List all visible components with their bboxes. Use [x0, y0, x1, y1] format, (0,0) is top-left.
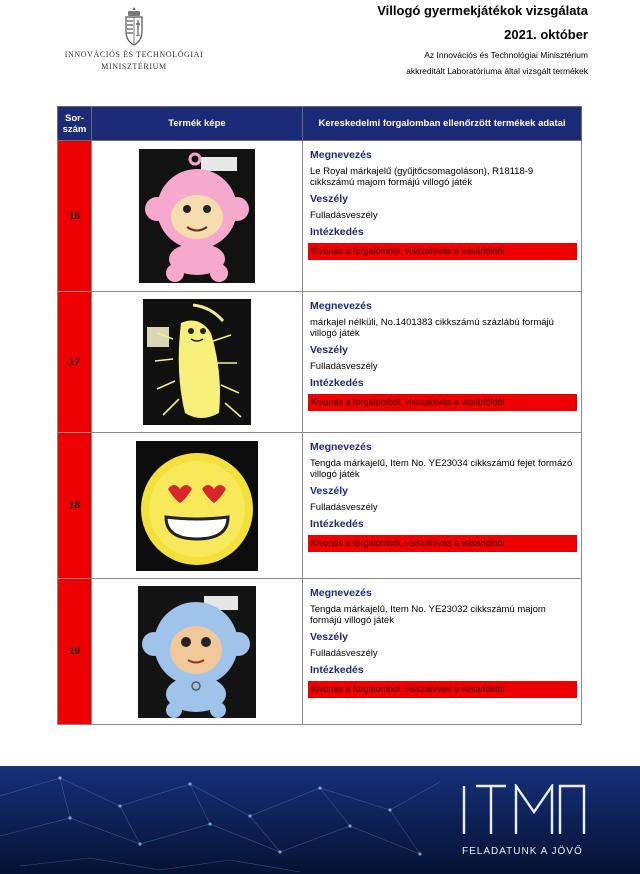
product-action: Kivonás a forgalomból, visszahívás a vásárlóktól: [308, 243, 577, 260]
row-number: 18: [58, 433, 92, 579]
label-action: Intézkedés: [310, 664, 364, 676]
label-hazard: Veszély: [310, 485, 348, 497]
document-title: Villogó gyermekjátékok vizsgálata: [377, 3, 588, 18]
column-header-image: Termék képe: [92, 107, 303, 141]
product-table: [57, 106, 582, 725]
label-name: Megnevezés: [310, 587, 372, 599]
blue-monkey-toy-photo: [138, 586, 256, 718]
product-info-cell: [303, 433, 582, 579]
itm-logo-icon: [462, 784, 588, 836]
label-hazard: Veszély: [310, 193, 348, 205]
product-hazard: Fulladásveszély: [310, 210, 378, 221]
product-image-cell: [92, 579, 303, 725]
product-name: Tengda márkajelű, Item No. YE23034 cikkszámú fejet formázó villogó játék: [310, 458, 573, 480]
table-row: [58, 292, 582, 433]
product-name: márkajel nélküli, No.1401383 cikkszámú százlábú formájú villogó játék: [310, 317, 554, 339]
label-hazard: Veszély: [310, 631, 348, 643]
product-name: Tengda márkajelű, Item No. YE23032 cikkszámú majom formájú villogó játék: [310, 604, 546, 626]
label-action: Intézkedés: [310, 226, 364, 238]
product-hazard: Fulladásveszély: [310, 502, 378, 513]
table-row: [58, 433, 582, 579]
product-image-cell: [92, 141, 303, 292]
hungarian-crest-icon: [123, 6, 145, 48]
column-header-data: Kereskedelmi forgalomban ellenőrzött termékek adatai: [303, 107, 582, 141]
row-number: 19: [58, 579, 92, 725]
product-info-cell: [303, 292, 582, 433]
footer-banner: [0, 766, 640, 874]
document-subtitle-line2: akkreditált Laboratóriuma által vizsgált termékek: [406, 66, 588, 76]
ministry-name-line1: INNOVÁCIÓS ÉS TECHNOLÓGIAI: [64, 50, 204, 59]
table-header-row: [58, 107, 582, 141]
yellow-face-toy-photo: [136, 441, 258, 571]
product-action: Kivonás a forgalomból, visszahívás a vásárlóktól: [308, 394, 577, 411]
label-action: Intézkedés: [310, 377, 364, 389]
product-info-cell: [303, 141, 582, 292]
row-number: 17: [58, 292, 92, 433]
product-action: Kivonás a forgalomból, visszahívás a vásárlóktól: [308, 681, 577, 698]
document-header: [377, 2, 588, 76]
label-name: Megnevezés: [310, 441, 372, 453]
table-row: [58, 579, 582, 725]
product-image-cell: [92, 433, 303, 579]
column-header-number: Sor- szám: [58, 107, 92, 141]
label-action: Intézkedés: [310, 518, 364, 530]
row-number: 16: [58, 141, 92, 292]
label-name: Megnevezés: [310, 300, 372, 312]
document-subtitle-line1: Az Innovációs és Technológiai Minisztérium: [424, 50, 588, 60]
footer-slogan: FELADATUNK A JÖVŐ: [462, 846, 583, 857]
ministry-logo: [60, 6, 208, 72]
product-info-cell: [303, 579, 582, 725]
product-hazard: Fulladásveszély: [310, 361, 378, 372]
document-date: 2021. október: [504, 27, 588, 42]
label-hazard: Veszély: [310, 344, 348, 356]
label-name: Megnevezés: [310, 149, 372, 161]
table-row: [58, 141, 582, 292]
product-hazard: Fulladásveszély: [310, 648, 378, 659]
yellow-centipede-toy-photo: [143, 299, 251, 425]
pink-monkey-toy-photo: [139, 149, 255, 283]
product-action: Kivonás a forgalomból, visszahívás a vásárlóktól: [308, 535, 577, 552]
product-image-cell: [92, 292, 303, 433]
ministry-name-line2: MINISZTÉRIUM: [101, 62, 167, 71]
product-name: Le Royal márkajelű (gyűjtőcsomagoláson), R18118-9 cikkszámú majom formájú villogó játék: [310, 166, 534, 188]
